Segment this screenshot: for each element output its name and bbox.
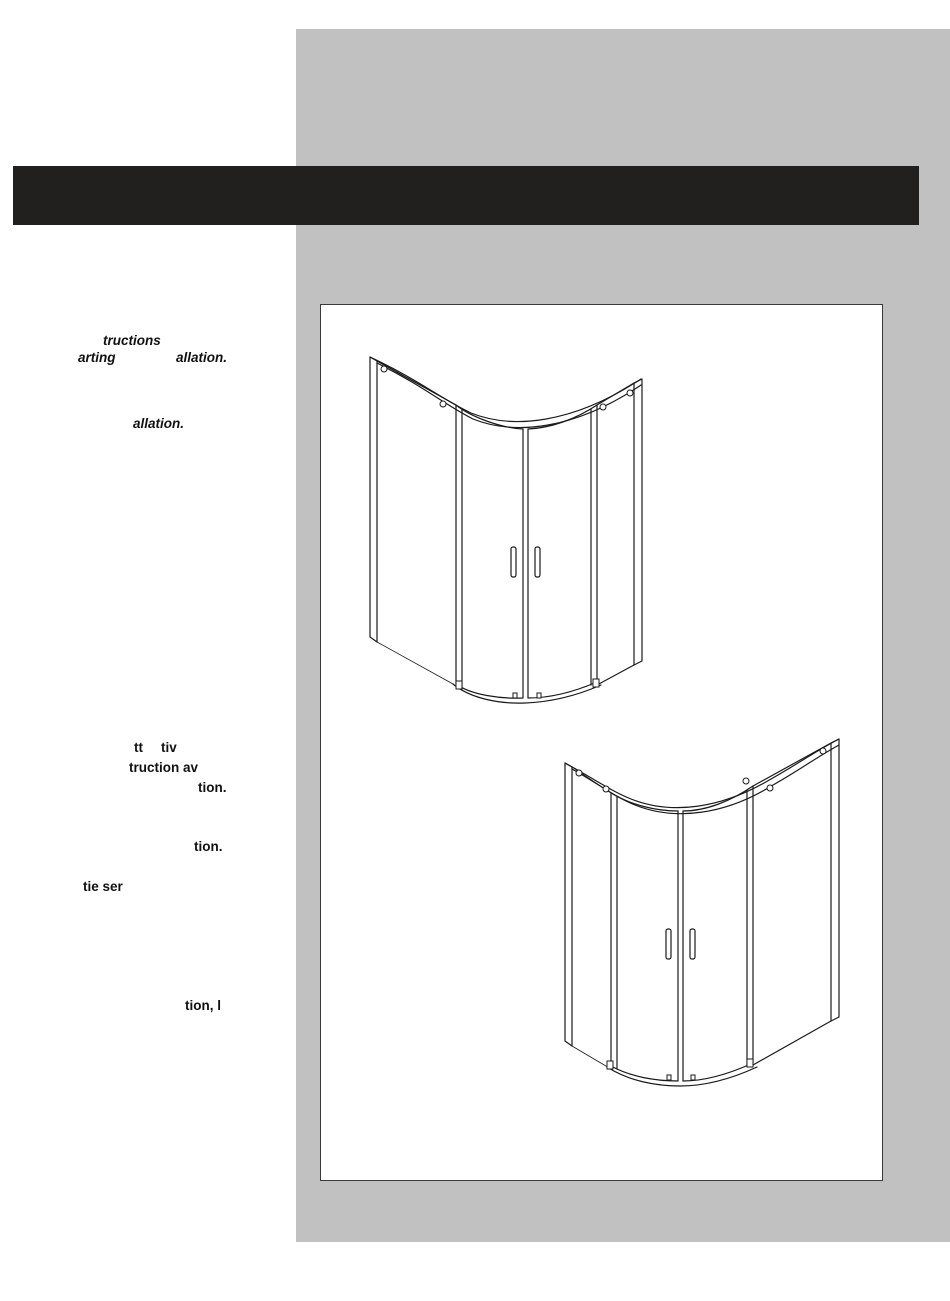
figure-box xyxy=(320,304,883,1181)
text-fragment: tion. xyxy=(198,780,227,795)
quadrant-shower-enclosure-illustration xyxy=(370,357,642,703)
text-fragment: tructions xyxy=(103,333,161,348)
text-fragment: allation. xyxy=(133,416,185,431)
text-fragment: allation. xyxy=(176,350,228,365)
figure-drawing xyxy=(321,305,882,1180)
text-fragment: tt xyxy=(134,740,143,755)
text-fragment: arting xyxy=(78,350,116,365)
quadrant-shower-enclosure-illustration xyxy=(565,739,839,1086)
text-fragment: truction av xyxy=(129,760,199,775)
text-fragment: tion. xyxy=(194,839,223,854)
title-bar xyxy=(13,166,919,225)
text-fragment: tiv xyxy=(161,740,177,755)
text-fragment: tion, l xyxy=(185,998,221,1013)
text-fragment: tie ser xyxy=(83,879,123,894)
